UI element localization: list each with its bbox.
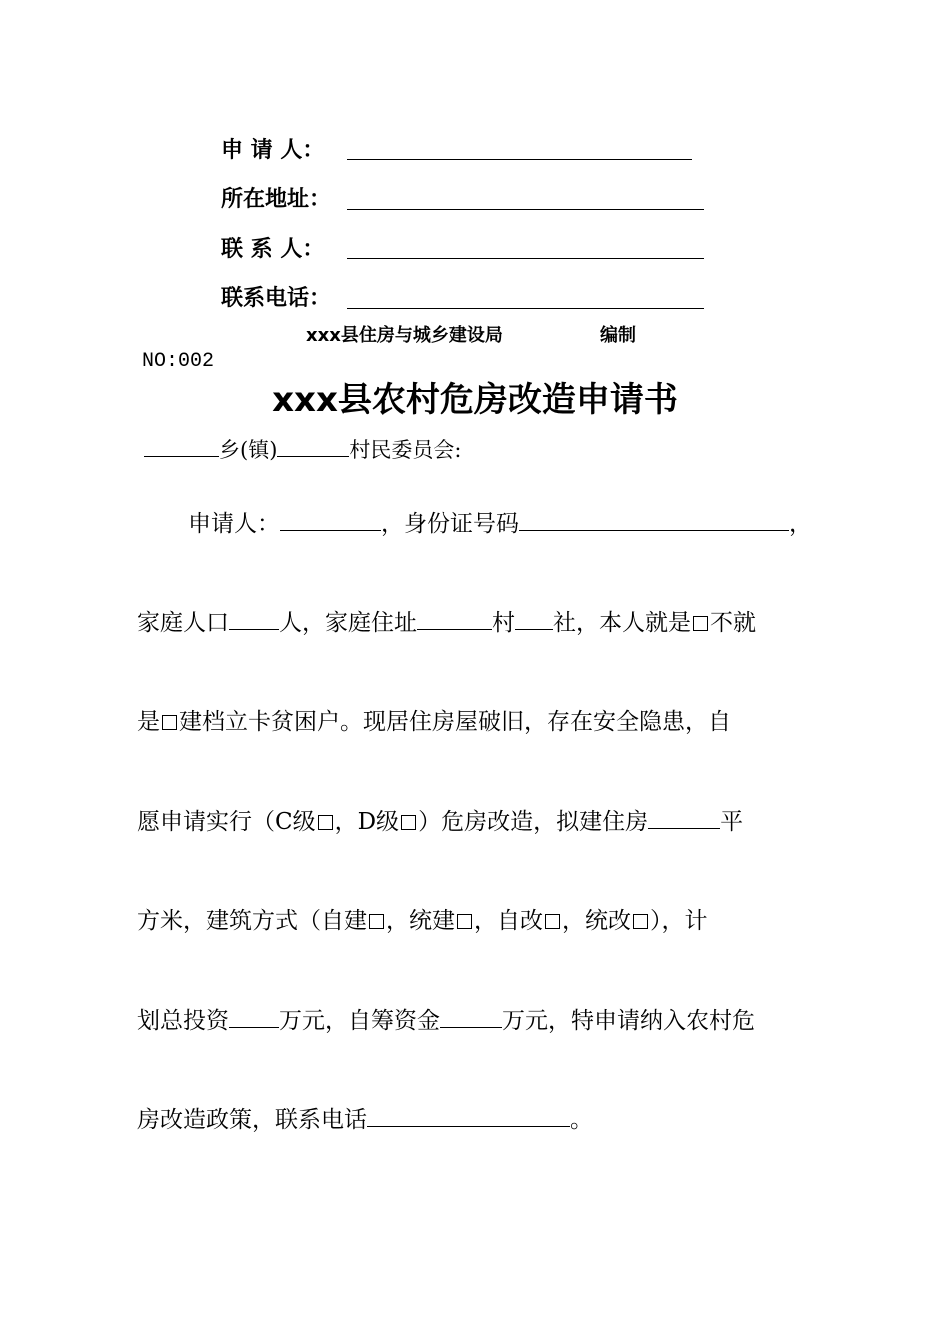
self-build-text: 方米，建筑方式（自建 [137, 908, 367, 934]
plan-text: ），计 [650, 908, 708, 934]
total-investment-text: 划总投资 [137, 1008, 229, 1034]
population-text: 家庭人口 [137, 610, 229, 636]
unified-renovate-checkbox[interactable] [633, 914, 648, 929]
applicant-text: 申请人： [188, 511, 280, 537]
contact-label: 联 系 人： [221, 237, 325, 262]
body-line-1 [137, 507, 812, 541]
body-line-7 [137, 1103, 593, 1137]
addressee-line [144, 435, 461, 465]
level-c-text: 愿申请实行（C级 [137, 809, 316, 835]
id-number-text: ，身份证号码 [381, 511, 519, 537]
address-text: 人，家庭住址 [279, 610, 417, 636]
population-blank[interactable] [229, 609, 279, 630]
applicant-name-blank[interactable] [280, 510, 381, 531]
township-blank[interactable] [144, 436, 219, 457]
unified-renovate-text: ，统改 [562, 908, 631, 934]
body-line-2 [137, 606, 756, 640]
township-suffix: 乡(镇) [219, 438, 278, 462]
area-blank[interactable] [648, 808, 720, 829]
address-field[interactable] [347, 209, 704, 210]
level-d-text: ，D级 [334, 809, 400, 835]
is-text: 是 [137, 709, 160, 735]
body-line-3 [137, 705, 731, 739]
not-poor-checkbox[interactable] [162, 715, 177, 730]
ping-text: 平 [720, 809, 744, 835]
village-committee: 村民委员会: [349, 438, 462, 462]
she-blank[interactable] [515, 609, 553, 630]
village-blank[interactable] [277, 436, 349, 457]
comma-text: ， [789, 511, 812, 537]
body-line-4 [137, 805, 743, 839]
self-build-checkbox[interactable] [369, 914, 384, 929]
address-label: 所在地址： [221, 187, 332, 212]
phone-label: 联系电话： [221, 286, 332, 311]
total-investment-blank[interactable] [229, 1007, 279, 1028]
id-number-blank[interactable] [519, 510, 789, 531]
applicant-label: 申 请 人： [221, 138, 325, 163]
home-village-blank[interactable] [417, 609, 492, 630]
period-text: 。 [570, 1107, 593, 1133]
document-number: NO:002 [142, 350, 215, 373]
publisher: xxx县住房与城乡建设局 [306, 325, 503, 346]
she-text: 社，本人就是 [553, 610, 691, 636]
contact-field[interactable] [347, 258, 704, 259]
document-title: xxx县农村危房改造申请书 [272, 380, 678, 420]
self-raised-blank[interactable] [440, 1007, 502, 1028]
unified-build-text: ，统建 [386, 908, 455, 934]
poverty-text: 建档立卡贫困户。现居住房屋破旧，存在安全隐患，自 [179, 709, 731, 735]
phone-field[interactable] [347, 308, 704, 309]
contact-phone-text: 房改造政策，联系电话 [137, 1107, 367, 1133]
unified-build-checkbox[interactable] [457, 914, 472, 929]
self-renovate-checkbox[interactable] [545, 914, 560, 929]
village-text: 村 [492, 610, 515, 636]
request-text: 万元，特申请纳入农村危 [502, 1008, 755, 1034]
self-renovate-text: ，自改 [474, 908, 543, 934]
level-c-checkbox[interactable] [318, 815, 333, 830]
renovation-text: ）危房改造，拟建住房 [418, 809, 649, 835]
self-raised-text: 万元，自筹资金 [279, 1008, 440, 1034]
level-d-checkbox[interactable] [401, 815, 416, 830]
body-line-6 [137, 1004, 755, 1038]
body-line-5 [137, 904, 708, 938]
applicant-field[interactable] [347, 159, 692, 160]
contact-phone-blank[interactable] [367, 1106, 570, 1127]
edit-label: 编制 [600, 325, 636, 346]
not-text: 不就 [710, 610, 756, 636]
is-poor-checkbox[interactable] [693, 616, 708, 631]
